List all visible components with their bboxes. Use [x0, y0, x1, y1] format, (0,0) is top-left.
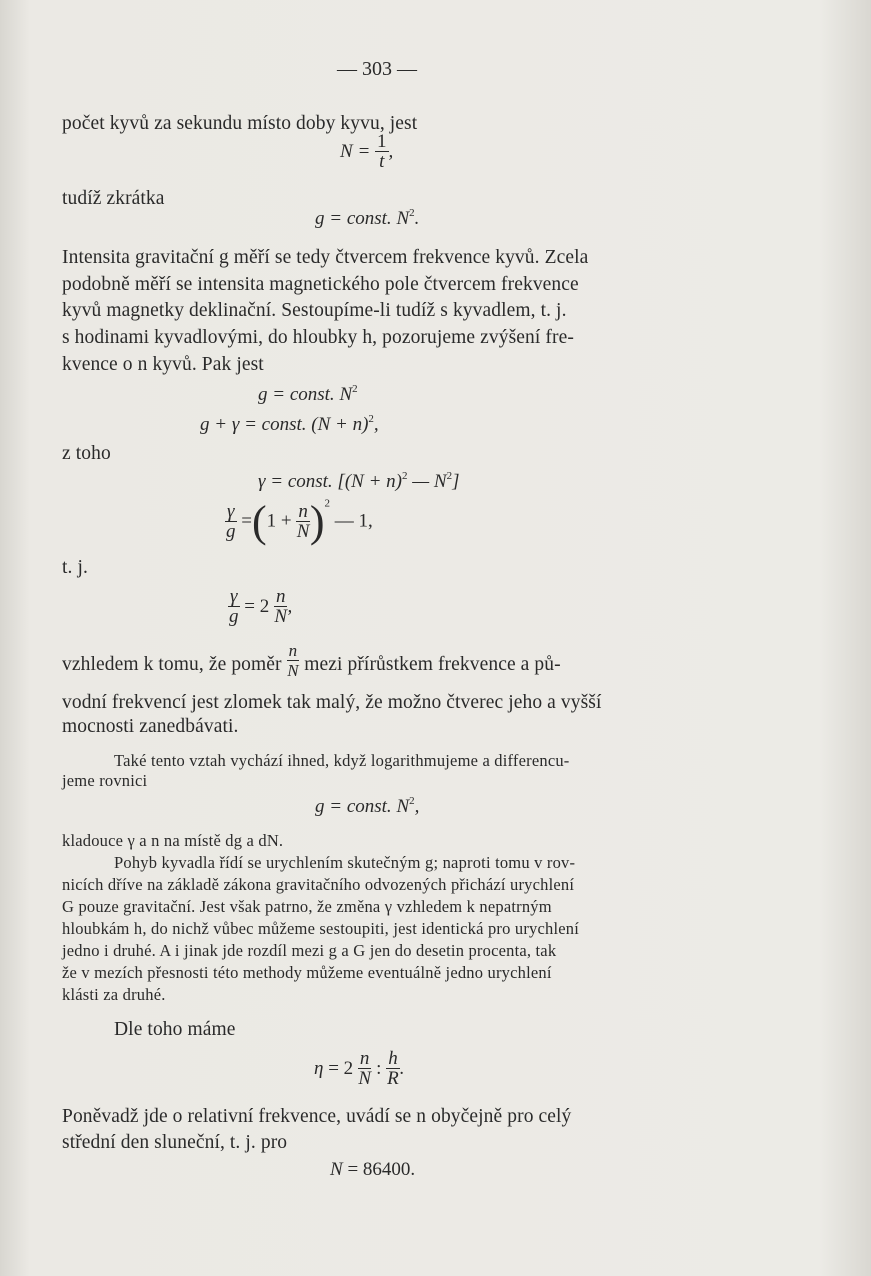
small-text-line: Také tento vztah vychází ihned, když logarithmujeme a differencu- — [114, 751, 570, 770]
equation-g-const: g = const. $N^2$. — [315, 207, 420, 229]
text-line: počet kyvů za sekundu místo doby kyvu, jest — [62, 113, 418, 134]
equation-g-plus-gamma: g + γ = const. $(N + n)^2$, — [200, 413, 379, 435]
small-text-line: kladouce γ a n na místě dg a dN. — [62, 831, 284, 850]
equation-ratio-approx: $\frac{\gamma}{g}$ = 2 $\frac{n}{N}$ , — [229, 586, 293, 627]
small-text-line: hloubkám h, do nichž vůbec můžeme sestoupiti, jest identická pro urychlení — [62, 919, 580, 938]
paragraph-line: kyvů magnetky deklinační. Sestoupíme-li tudíž s kyvadlem, t. j. — [62, 300, 567, 321]
paragraph-line: s hodinami kyvadlovými, do hloubky h, pozorujeme zvýšení fre- — [62, 327, 574, 348]
equation-ratio-expanded: $\frac{\gamma}{g}$ =(1 + $\frac{n}{N}$ )$^2$ — 1, — [226, 497, 373, 546]
equation-eta: η = 2 $\frac{n}{N}$ : $\frac{h}{R}$ . — [314, 1048, 405, 1089]
paragraph-line: mocnosti zanedbávati. — [62, 716, 239, 737]
small-text-line: jeme rovnici — [62, 771, 148, 790]
small-text-line: G pouze gravitační. Jest však patrno, že změna γ vzhledem k nepatrným — [62, 897, 552, 916]
label-tudiz: tudíž zkrátka — [62, 188, 165, 209]
label-tj: t. j. — [62, 557, 88, 578]
text-line-with-fraction: vzhledem k tomu, že poměr $\frac{n}{N}$ mezi přírůstkem frekvence a pů- — [62, 641, 561, 680]
equation-n-value: N = 86400. — [330, 1159, 416, 1180]
paragraph-line: Poněvadž jde o relativní frekvence, uvádí se n obyčejně pro celý — [62, 1106, 572, 1127]
paragraph-line: podobně měří se intensita magnetického pole čtvercem frekvence — [62, 274, 579, 295]
paragraph-line: kvence o n kyvů. Pak jest — [62, 354, 264, 375]
paragraph-line: střední den sluneční, t. j. pro — [62, 1132, 288, 1153]
label-dle-toho: Dle toho máme — [114, 1019, 236, 1040]
equation-n-frequency: N = $\frac{1}{t}$ , — [340, 131, 394, 172]
equation-gamma: γ = const. [$(N + n)^2$ — $N^2$] — [258, 470, 460, 492]
small-text-line: jedno i druhé. A i jinak jde rozdíl mezi g a G jen do desetin procenta, tak — [62, 941, 557, 960]
small-text-line: nicích dříve na základě zákona gravitačního odvozených přichází urychlení — [62, 875, 575, 894]
small-text-line: klásti za druhé. — [62, 985, 166, 1004]
label-z-toho: z toho — [62, 443, 111, 464]
equation-g-const-3: g = const. $N^2$, — [315, 795, 420, 817]
paragraph-line: vodní frekvencí jest zlomek tak malý, že možno čtverec jeho a vyšší — [62, 692, 602, 713]
equation-g-const-2: g = const. $N^2$ — [258, 383, 358, 405]
page-number: — 303 — — [337, 58, 417, 80]
small-text-line: Pohyb kyvadla řídí se urychlením skutečným g; naproti tomu v rov- — [114, 853, 576, 872]
paragraph-line: Intensita gravitační g měří se tedy čtvercem frekvence kyvů. Zcela — [62, 247, 589, 268]
small-text-line: že v mezích přesnosti této methody můžeme eventuálně jedno urychlení — [62, 963, 552, 982]
